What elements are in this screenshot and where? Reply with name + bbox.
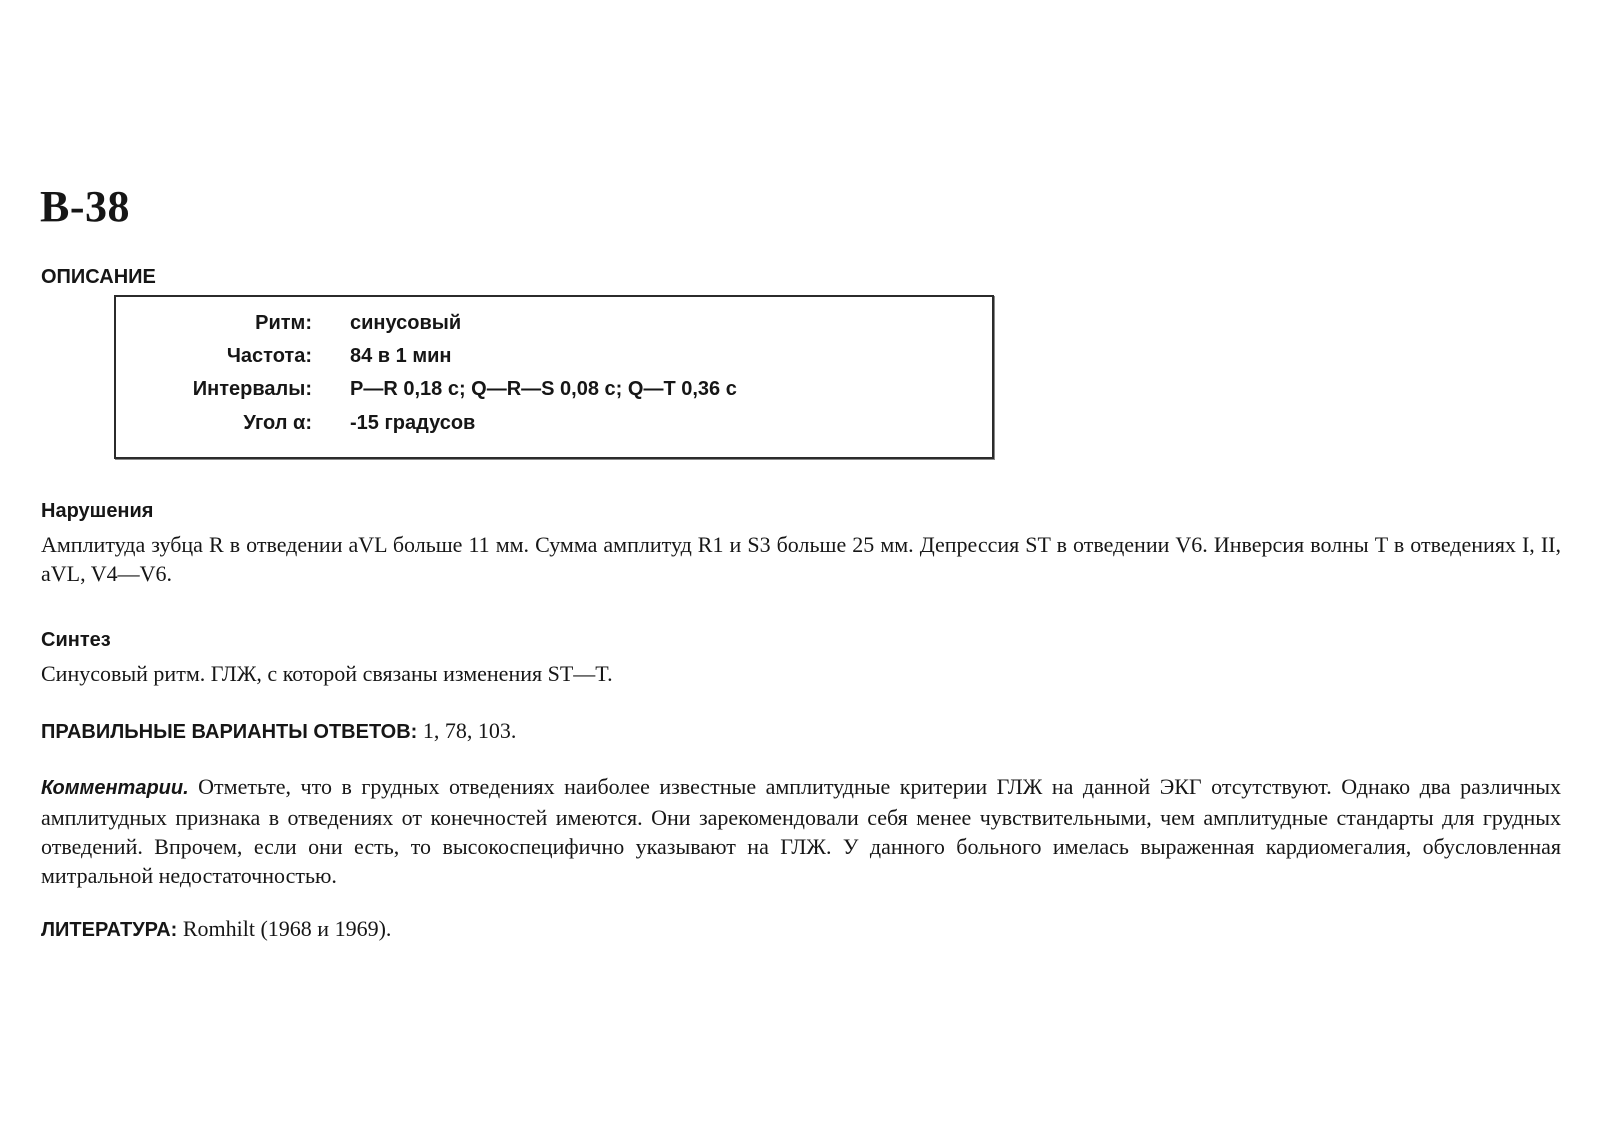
comments-label: Комментарии. bbox=[41, 777, 189, 799]
violations-heading: Нарушения bbox=[41, 500, 154, 522]
rate-label: Частота: bbox=[226, 345, 312, 367]
correct-answers-value: 1, 78, 103. bbox=[422, 718, 517, 743]
description-row-intervals bbox=[116, 374, 992, 404]
correct-answers bbox=[41, 716, 516, 747]
rhythm-value: синусовый bbox=[350, 312, 462, 334]
literature-value: Romhilt (1968 и 1969). bbox=[182, 916, 392, 941]
literature bbox=[41, 914, 391, 945]
comments-paragraph bbox=[41, 772, 1561, 890]
description-box bbox=[114, 295, 994, 459]
description-heading: ОПИСАНИЕ bbox=[41, 266, 156, 288]
page-title: В-38 bbox=[40, 182, 130, 231]
synthesis-heading: Синтез bbox=[41, 629, 111, 651]
correct-answers-label: ПРАВИЛЬНЫЕ ВАРИАНТЫ ОТВЕТОВ: bbox=[41, 721, 418, 743]
rhythm-label: Ритм: bbox=[255, 312, 312, 334]
description-row-rhythm bbox=[116, 308, 992, 338]
violations-text: Амплитуда зубца R в отведении aVL больше 11 мм. Сумма амплитуд R1 и S3 больше 25 мм. Депрессия ST в отведении V6. Инверсия волны T в отведениях I, II, aVL, V4—V6. bbox=[41, 532, 1561, 586]
axis-value: -15 градусов bbox=[350, 412, 476, 434]
comments-text: Отметьте, что в грудных отведениях наиболее известные амплитудные критерии ГЛЖ на данной ЭКГ отсутствуют. Однако два различных амплитудных признака в отведениях от конечностей имеются. Они зарекомендовали себя менее чувствительными, чем амплитудные стандарты для грудных отведений. Впрочем, если они есть, то высокоспецифично указывают на ГЛЖ. У данного больного имелась выраженная кардиомегалия, обусловленная митральной недостаточностью. bbox=[41, 774, 1561, 888]
synthesis-text: Синусовый ритм. ГЛЖ, с которой связаны изменения ST—T. bbox=[41, 661, 613, 686]
literature-label: ЛИТЕРАТУРА: bbox=[41, 919, 178, 941]
intervals-value: P—R 0,18 с; Q—R—S 0,08 с; Q—T 0,36 с bbox=[350, 378, 737, 400]
description-row-rate bbox=[116, 341, 992, 371]
axis-label: Угол α: bbox=[243, 412, 312, 434]
description-row-axis bbox=[116, 408, 992, 438]
intervals-label: Интервалы: bbox=[192, 378, 312, 400]
rate-value: 84 в 1 мин bbox=[350, 345, 452, 367]
